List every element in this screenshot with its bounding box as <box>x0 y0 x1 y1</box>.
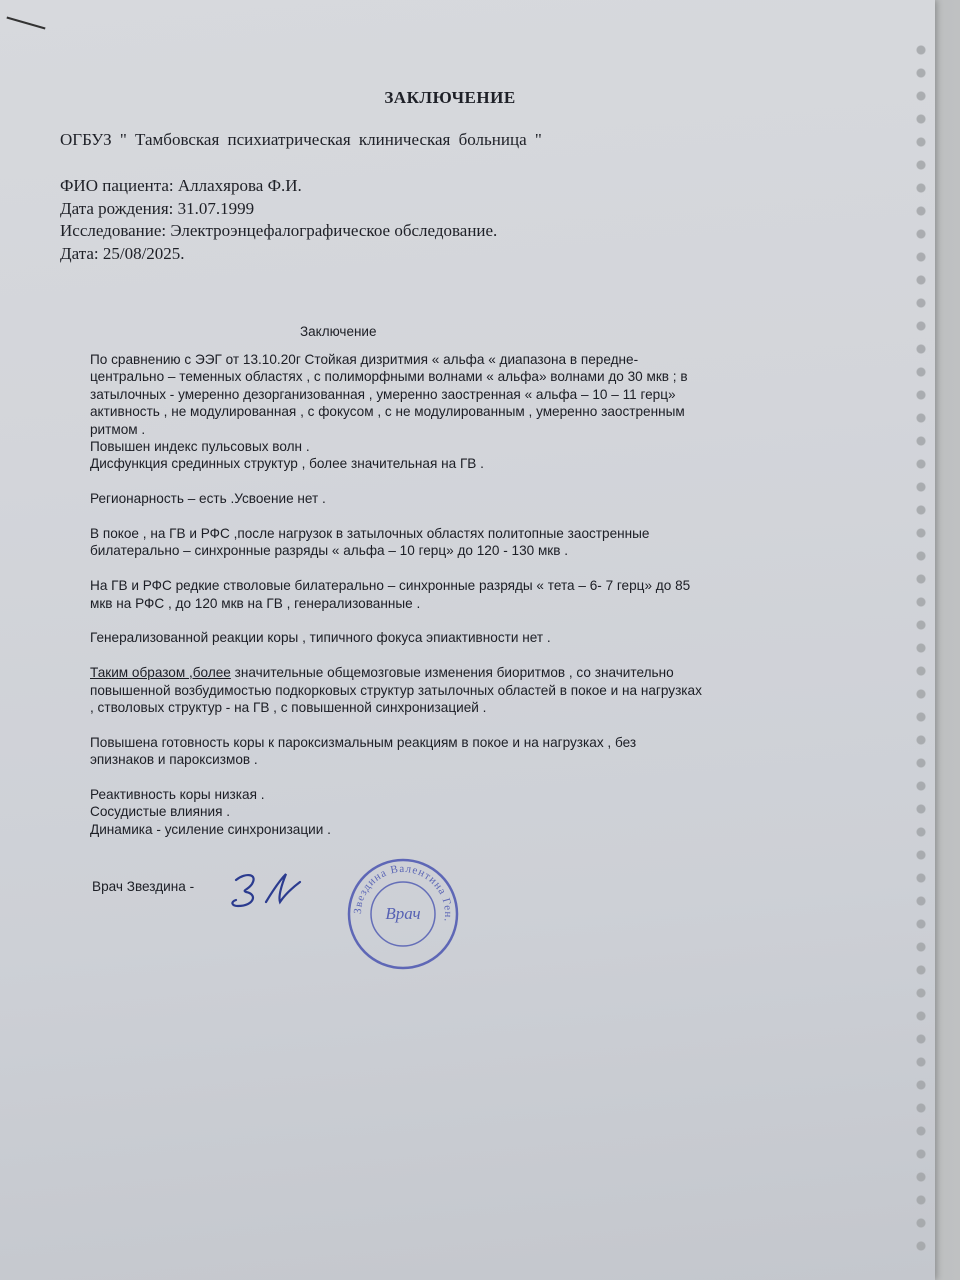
conclusion-line: центрально – теменных областях , с полиморфными волнами « альфа» волнами до 30 мкв ; в <box>90 369 688 385</box>
conclusion-heading: Заключение <box>300 324 377 339</box>
readiness-line: Повышена готовность коры к пароксизмальным реакциям в покое и на нагрузках , без <box>90 734 637 750</box>
organization-name: ОГБУЗ " Тамбовская психиатрическая клиническая больница " <box>60 130 542 149</box>
conclusion-body <box>90 351 860 838</box>
final-line: Динамика - усиление синхронизации . <box>90 821 331 837</box>
rest-line: В покое , на ГВ и РФС ,после нагрузок в затылочных областях политопные заостренные <box>90 526 650 542</box>
study-date: Дата: 25/08/2025. <box>60 243 185 263</box>
sleeve-holes <box>911 40 931 1260</box>
study-type: Исследование: Электроэнцефалографическое обследование. <box>60 221 498 240</box>
summary-rest: значительные общемозговые изменения биоритмов , со значительно <box>230 665 674 681</box>
regional-line: Регионарность – есть .Усвоение нет . <box>90 491 326 507</box>
generalized-line: Генерализованной реакции коры , типичного фокуса эпиактивности нет . <box>90 630 551 646</box>
birth-date: Дата рождения: 31.07.1999 <box>60 198 255 218</box>
summary-line: повышенной возбудимостью подкорковых структур затылочных областей в покое и на нагрузках <box>90 682 702 698</box>
readiness-line: эпизнаков и пароксизмов . <box>90 752 258 768</box>
pen-mark <box>6 17 45 30</box>
handwritten-signature <box>228 866 308 916</box>
summary-line <box>90 664 860 681</box>
document-title: ЗАКЛЮЧЕНИЕ <box>384 88 516 107</box>
rest-line: билатерально – синхронные разряды « альфа – 10 герц» до 120 - 130 мкв . <box>90 543 569 559</box>
final-line: Реактивность коры низкая . <box>90 787 265 803</box>
summary-underlined: Таким образом ,более <box>90 665 231 681</box>
conclusion-line: затылочных - умеренно дезорганизованная , умеренно заостренная « альфа – 10 – 11 герц» <box>90 386 676 402</box>
conclusion-line: ритмом . <box>90 421 146 437</box>
doctor-stamp <box>345 856 461 972</box>
patient-name: ФИО пациента: Аллахярова Ф.И. <box>60 176 302 195</box>
conclusion-line: Повышен индекс пульсовых волн . <box>90 439 310 455</box>
summary-line: , стволовых структур - на ГВ , с повышенной синхронизацией . <box>90 700 487 716</box>
patient-info <box>60 175 497 265</box>
doctor-label: Врач Звездина - <box>92 879 195 894</box>
hv-line: мкв на РФС , до 120 мкв на ГВ , генерализованные . <box>90 595 421 611</box>
conclusion-line: активность , не модулированная , с фокусом , с не модулированным , умеренно заостренным <box>90 404 685 420</box>
conclusion-line: По сравнению с ЭЭГ от 13.10.20г Стойкая дизритмия « альфа « диапазона в передне- <box>90 352 639 367</box>
stamp-center-text: Врач <box>385 904 421 923</box>
conclusion-line: Дисфункция срединных структур , более значительная на ГВ . <box>90 456 484 472</box>
hv-line: На ГВ и РФС редкие стволовые билатерально – синхронные разряды « тета – 6- 7 герц» до 85 <box>90 578 691 594</box>
stamp-ring-text: Звездина Валентина Ген. <box>351 862 455 924</box>
final-line: Сосудистые влияния . <box>90 804 230 820</box>
